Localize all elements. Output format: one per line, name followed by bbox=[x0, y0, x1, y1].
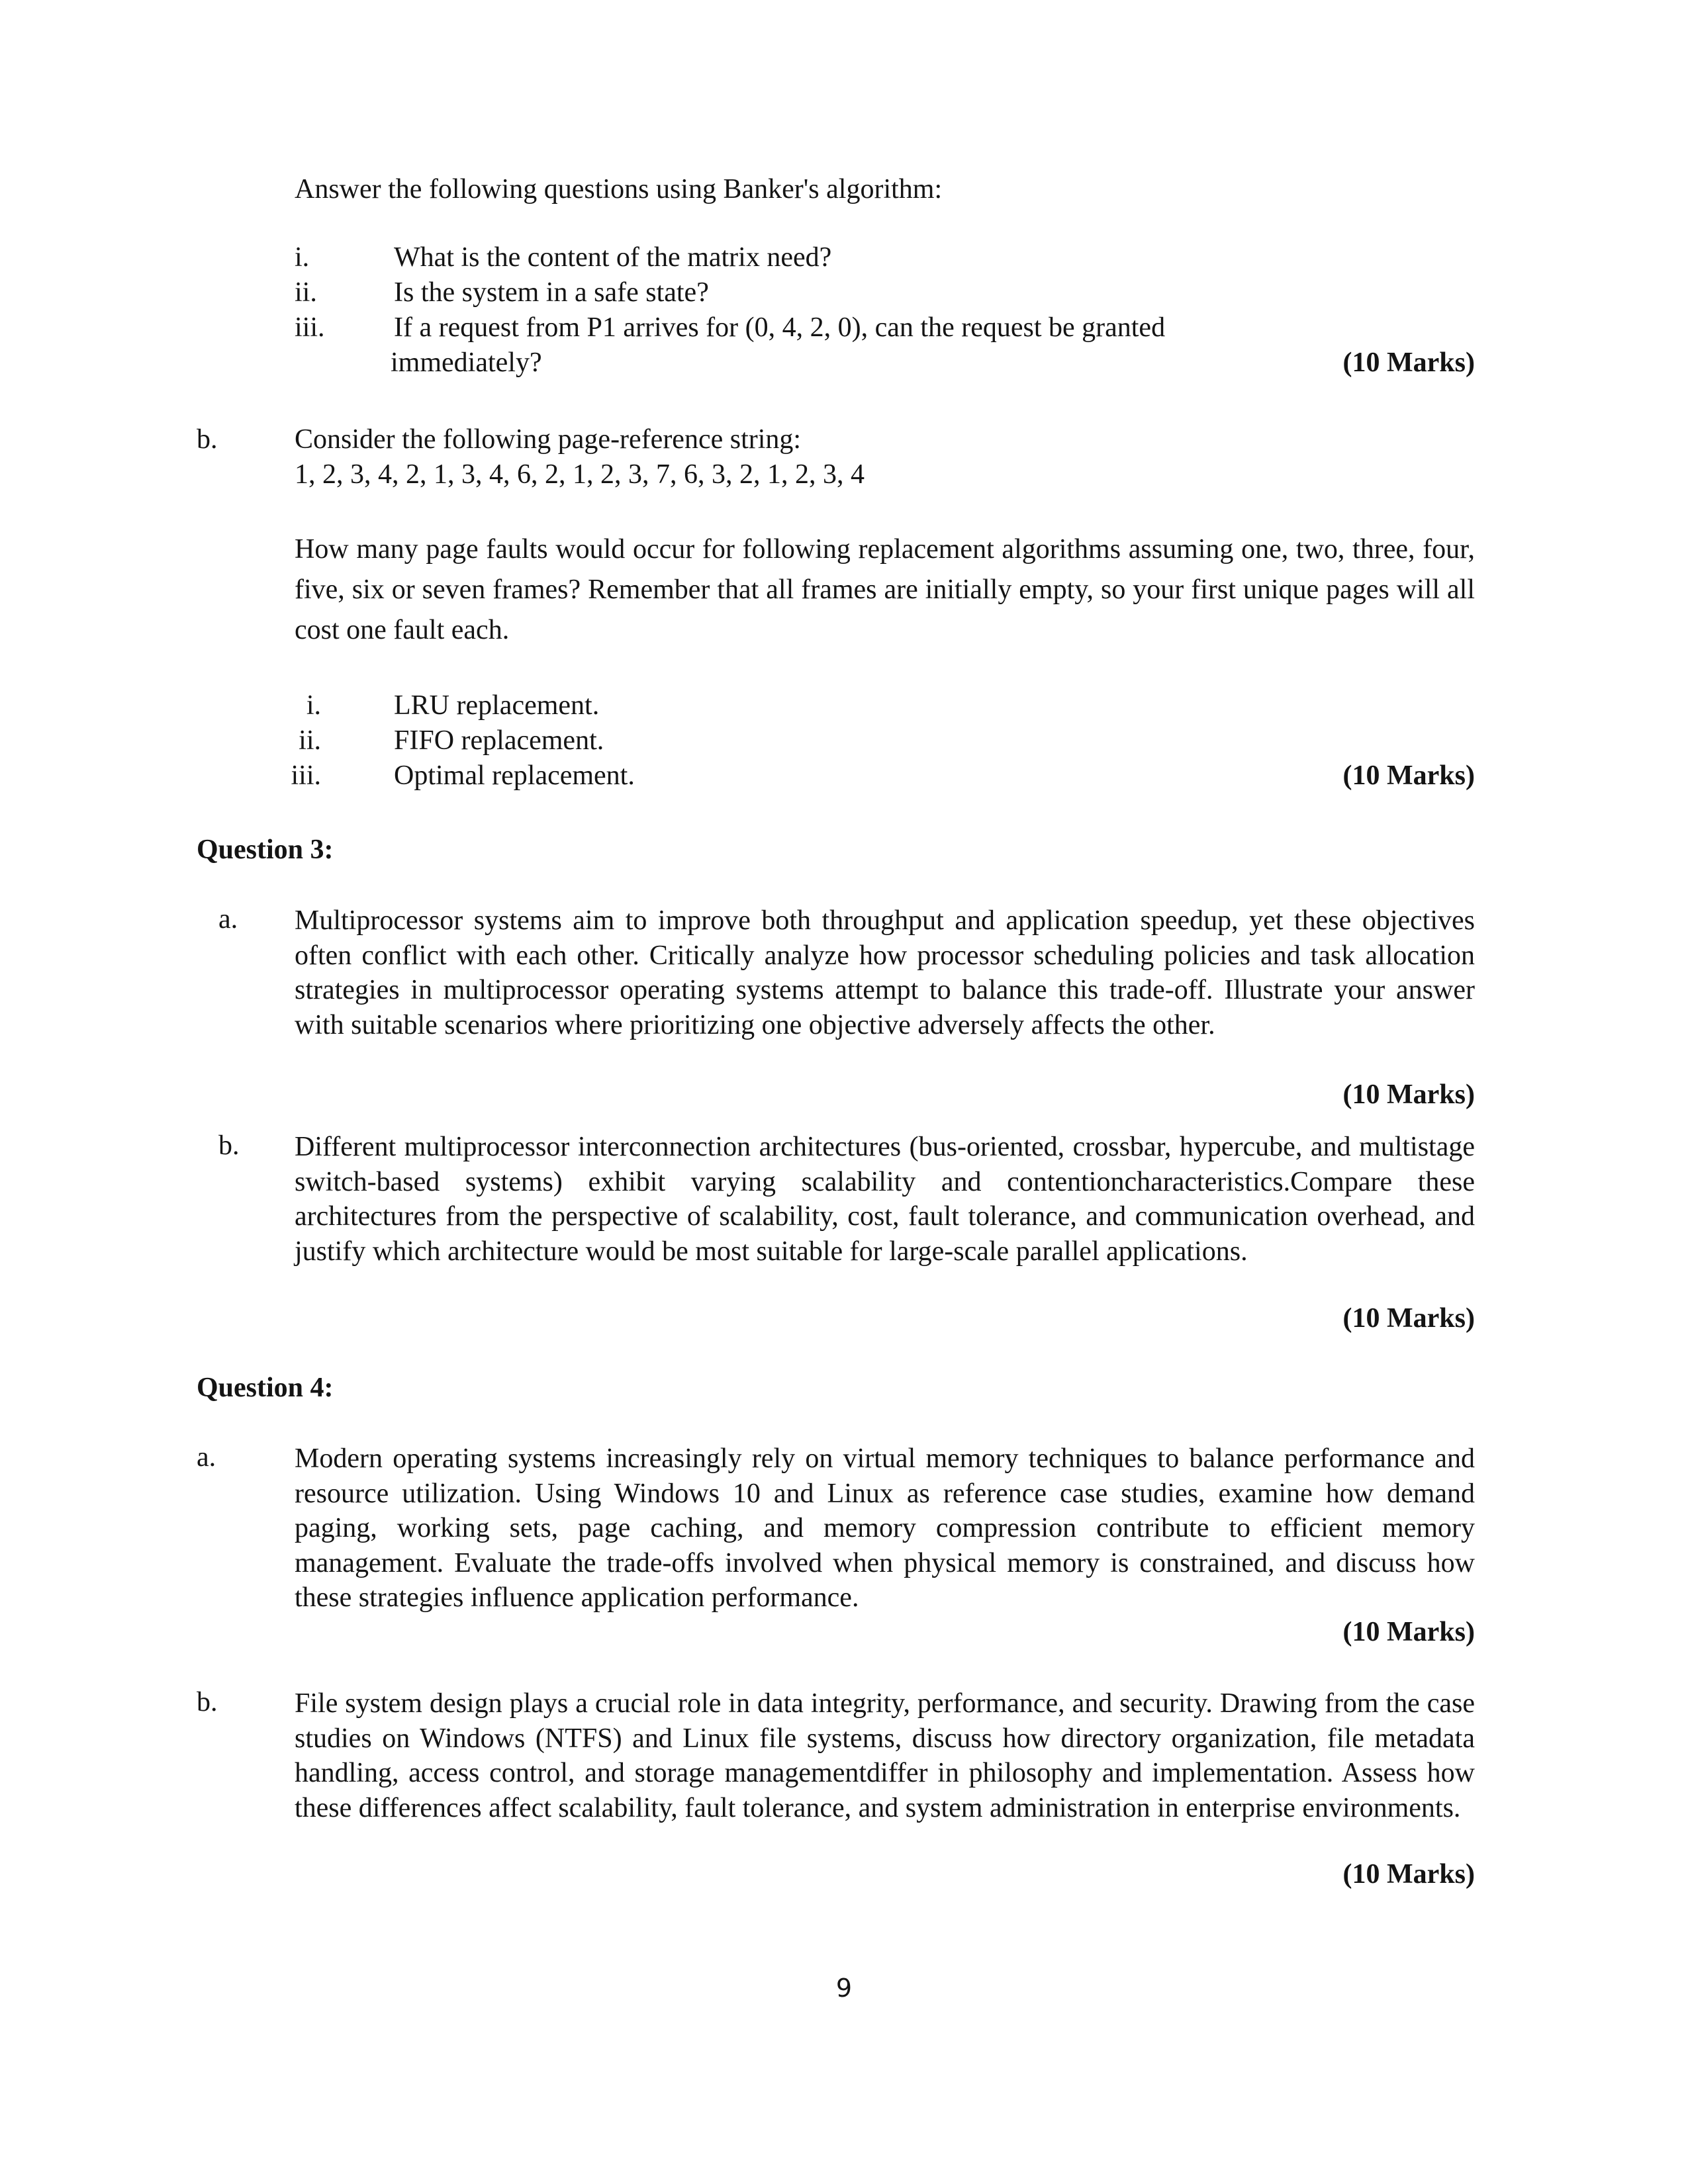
part-letter: a. bbox=[197, 1442, 216, 1473]
list-item-text: FIFO replacement. bbox=[394, 725, 604, 756]
bankers-intro: Answer the following questions using Banker's algorithm: bbox=[295, 174, 943, 205]
question-heading: Question 3: bbox=[197, 835, 334, 865]
question-text: Multiprocessor systems aim to improve both throughput and application speedup, yet these objectives often conflict with each other. Critically analyze how processor scheduling policies and task allocation strategies in multiprocessor operating systems attempt to balance this trade-off. Illustrate your answer with suitable scenarios where prioritizing one objective adversely affects the other. bbox=[295, 905, 1475, 1040]
part-letter: b. bbox=[197, 424, 218, 455]
list-item-text: If a request from P1 arrives for (0, 4, 2, 0), can the request be granted bbox=[394, 312, 1166, 343]
marks-label: (10 Marks) bbox=[1342, 1859, 1475, 1889]
marks-label: (10 Marks) bbox=[1342, 1617, 1475, 1647]
part-letter: a. bbox=[218, 904, 238, 934]
part-letter: b. bbox=[218, 1130, 240, 1161]
page-faults-paragraph: How many page faults would occur for following replacement algorithms assuming one, two, three, four, five, six or seven frames? Remember that all frames are initially empty, so your first unique pages will all cost one fault each. bbox=[295, 534, 1475, 645]
list-item-text: Is the system in a safe state? bbox=[394, 277, 709, 308]
part-letter: b. bbox=[197, 1687, 218, 1717]
question-text: Different multiprocessor interconnection architectures (bus-oriented, crossbar, hypercube, and multistage switch-based systems) exhibit varying scalability and contentioncharacteristics.Compare these architectures from the perspective of scalability, cost, fault tolerance, and communication overhead, and justify which architecture would be most suitable for large-scale parallel applications. bbox=[295, 1132, 1475, 1267]
page-reference-intro: Consider the following page-reference string: bbox=[295, 424, 802, 455]
list-item-text: What is the content of the matrix need? bbox=[394, 242, 832, 273]
list-item-number: i. bbox=[306, 690, 321, 721]
question-text: Modern operating systems increasingly rely on virtual memory techniques to balance performance and resource utilization. Using Windows 10 and Linux as reference case studies, examine how demand paging, working sets, page caching, and memory compression contribute to efficient memory management. Evaluate the trade-offs involved when physical memory is constrained, and discuss how these strategies influence application performance. bbox=[295, 1443, 1475, 1613]
list-item-number: ii. bbox=[295, 277, 317, 308]
list-item-number: iii. bbox=[291, 760, 321, 791]
list-item-continuation: immediately? bbox=[391, 347, 542, 378]
list-item-text: Optimal replacement. bbox=[394, 760, 635, 791]
list-item-number: ii. bbox=[299, 725, 321, 756]
page-number: 9 bbox=[835, 1974, 853, 2003]
question-text: File system design plays a crucial role in data integrity, performance, and security. Drawing from the case studies on Windows (NTFS) and Linux file systems, discuss how directory organization, file metadata handling, access control, and storage managementdiffer in philosophy and implementation. Assess how these differences affect scalability, fault tolerance, and system administration in enterprise environments. bbox=[295, 1688, 1475, 1823]
marks-label: (10 Marks) bbox=[1342, 1303, 1475, 1334]
marks-label: (10 Marks) bbox=[1342, 760, 1475, 791]
page-reference-string: 1, 2, 3, 4, 2, 1, 3, 4, 6, 2, 1, 2, 3, 7, 6, 3, 2, 1, 2, 3, 4 bbox=[295, 459, 865, 490]
list-item-number: iii. bbox=[295, 312, 325, 343]
list-item-text: LRU replacement. bbox=[394, 690, 600, 721]
marks-label: (10 Marks) bbox=[1342, 1079, 1475, 1110]
list-item-number: i. bbox=[295, 242, 310, 273]
question-heading: Question 4: bbox=[197, 1373, 334, 1403]
marks-label: (10 Marks) bbox=[1342, 347, 1475, 378]
